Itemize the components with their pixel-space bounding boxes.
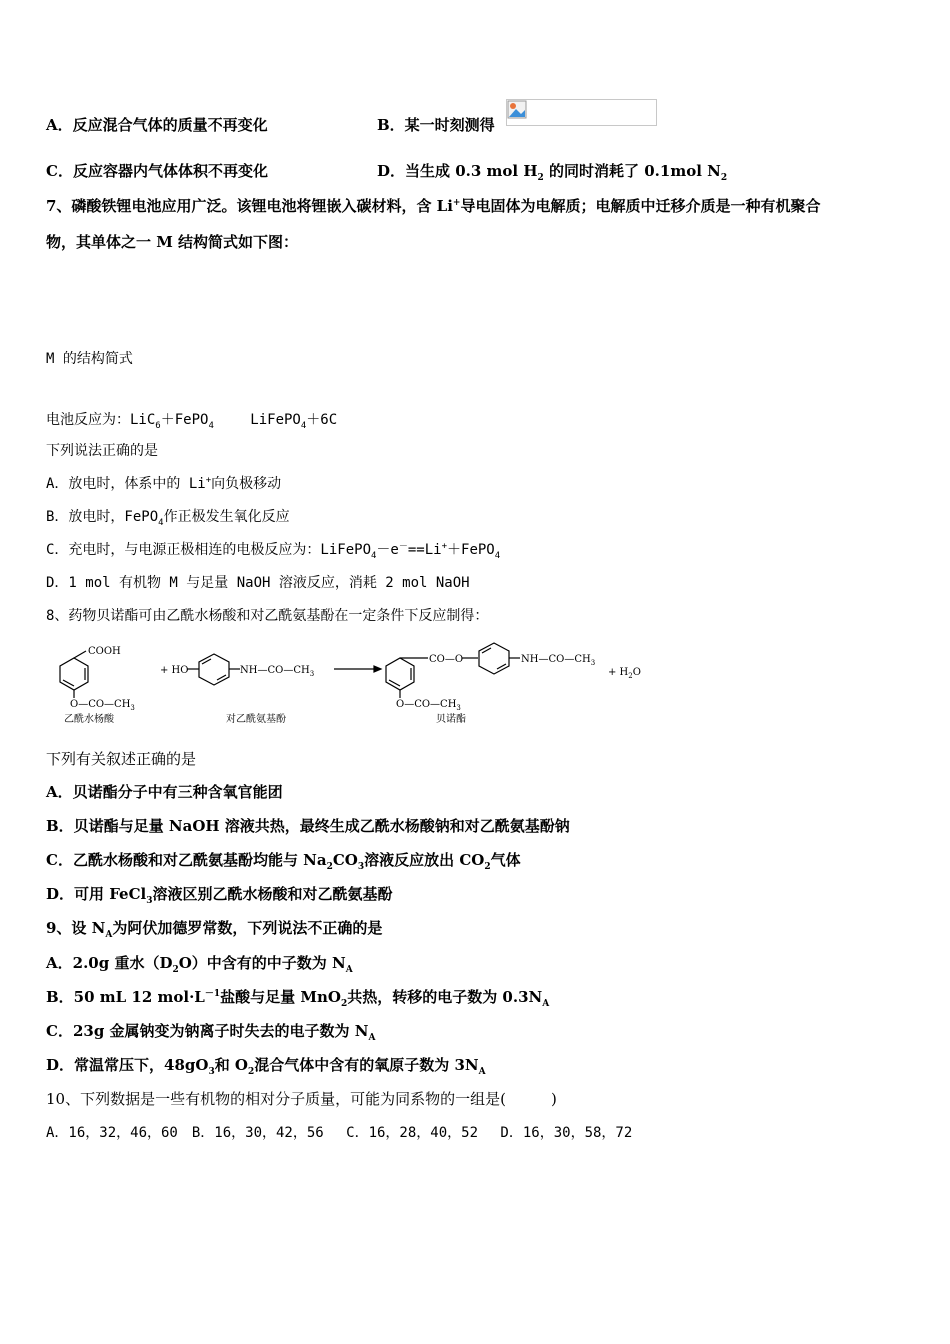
q9-stem: 9、设 $N_A$为阿伏加德罗常数，下列说法不正确的是 [46, 919, 383, 940]
q7-option-d: D．1 mol 有机物 M 与足量 NaOH 溶液反应，消耗 2 mol NaOH [46, 575, 470, 591]
q9-option-c: C．23g 金属钠变为钠离子时失去的电子数为 $N_A$ [46, 1022, 376, 1043]
q8-option-b: B．贝诺酯与足量 NaOH 溶液共热，最终生成乙酰水杨酸钠和对乙酰氨基酚钠 [46, 817, 570, 835]
q10-stem: 10、下列数据是一些有机物的相对分子质量，可能为同系物的一组是( ) [46, 1090, 557, 1108]
plus-water-label: + $H_2O$ [608, 667, 641, 680]
q6-option-b: B．某一时刻测得 [377, 116, 495, 134]
q10-options: A．16，32，46，60 B．16，30，42，56 C．16，28，40，52 D．16，30，58，72 [46, 1125, 633, 1141]
q9-option-d: D．常温常压下，$48gO_3$和 $O_2$混合气体中含有的氧原子数为 $3N_A$ [46, 1056, 486, 1077]
benorilate-oac-label: $O—CO—CH_3$ [396, 699, 461, 712]
q7-prompt: 下列说法正确的是 [46, 443, 158, 459]
q8-option-d: D．可用 FeCl$_3$溶液区别乙酰水杨酸和对乙酰氨基酚 [46, 885, 393, 906]
q7-option-c: C．充电时，与电源正极相连的电极反应为：LiFePO$_4$－e－==Li+＋FePO$_4$ [46, 541, 501, 561]
q7-m-structure-label: M 的结构简式 [46, 351, 133, 367]
plus-ho-label: + HO [160, 665, 189, 676]
q9-option-b: B．50 mL 12 $mol\cdot L^{-1}$盐酸与足量 MnO$_2$共热，转移的电子数为 $0.3N_A$ [46, 988, 550, 1009]
benorilate-structure [386, 643, 520, 698]
q8-option-a: A．贝诺酯分子中有三种含氧官能团 [46, 783, 283, 801]
q8-stem: 8、药物贝诺酯可由乙酰水杨酸和对乙酰氨基酚在一定条件下反应制得： [46, 608, 489, 624]
q7-stem-line2: 物，其单体之一 M 结构简式如下图： [46, 233, 299, 251]
paracetamol-amide-label: $NH—CO—CH_3$ [240, 665, 315, 678]
benorilate-ester-label: CO—O [429, 654, 464, 665]
aspirin-cooh-label: COOH [88, 646, 121, 657]
paracetamol-name: 对乙酰氨基酚 [226, 714, 286, 725]
q8-option-c: C．乙酰水杨酸和对乙酰氨基酚均能与 $Na_2CO_3$溶液反应放出 $CO_2$气体 [46, 851, 521, 872]
paracetamol-ring [187, 654, 240, 685]
q7-option-a: A．放电时，体系中的 Li+向负极移动 [46, 475, 282, 492]
aspirin-name: 乙酰水杨酸 [64, 714, 114, 725]
benorilate-name: 贝诺酯 [436, 714, 466, 725]
q8-prompt: 下列有关叙述正确的是 [46, 750, 197, 768]
benorilate-reaction-scheme [44, 640, 644, 726]
benorilate-amide-label: $NH—CO—CH_3$ [521, 654, 596, 667]
q6-option-c: C．反应容器内气体体积不再变化 [46, 162, 268, 180]
aspirin-oac-label: $O—CO—CH_3$ [70, 699, 135, 712]
q7-stem-line1: 7、磷酸铁锂电池应用广泛。该锂电池将锂嵌入碳材料，含 Li+导电固体为电解质；电解质中迁移介质是一种有机聚合 [46, 197, 821, 215]
broken-image-icon [507, 100, 529, 120]
q6-option-a: A．反应混合气体的质量不再变化 [46, 116, 268, 134]
q9-option-a: A．2.0g 重水$(D_2O)$中含有的中子数为 $N_A$ [46, 954, 353, 975]
q6-option-d: D．当生成 0.3 mol $H_2$ 的同时消耗了 0.1mol $N_2$ [377, 162, 728, 183]
aspirin-structure [60, 651, 88, 698]
q7-option-b: B．放电时，FePO$_4$作正极发生氧化反应 [46, 509, 290, 528]
q7-battery-reaction: 电池反应为：LiC$_6$＋FePO$_4$ LiFePO$_4$＋6C [46, 412, 338, 431]
reaction-arrow [334, 666, 381, 672]
broken-image-placeholder [506, 99, 657, 126]
